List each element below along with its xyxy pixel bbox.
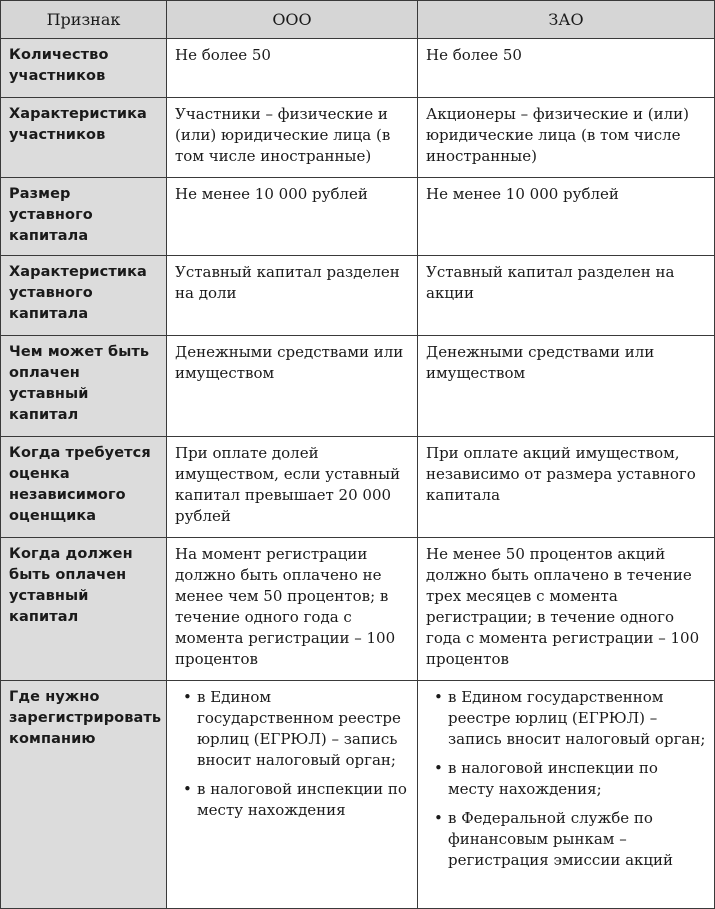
bullet-icon: • (183, 780, 192, 798)
header-zao: ЗАО (418, 1, 715, 39)
header-ooo: ООО (167, 1, 418, 39)
header-feature: Признак (1, 1, 167, 39)
ooo-cell (167, 681, 418, 909)
table-row (1, 256, 715, 336)
table-row (1, 681, 715, 909)
ooo-cell: Денежными средствами или имуществом (167, 336, 418, 437)
list-item: • в Федеральной службе по финансовым рынкам – регистрация эмиссии акций (434, 809, 674, 869)
zao-cell: Уставный капитал разделен на акции (418, 256, 715, 336)
table-row (1, 98, 715, 178)
table-row (1, 538, 715, 681)
feature-cell: Количество участников (1, 39, 167, 98)
feature-cell: Где нужно зарегистрировать компанию (1, 681, 167, 909)
feature-cell: Когда требуется оценка независимого оценщика (1, 437, 167, 538)
list-item: • в налоговой инспекции по месту нахождения (183, 780, 407, 819)
zao-cell: Акционеры – физические и (или) юридические лица (в том числе иностранные) (418, 98, 715, 178)
feature-cell: Размер уставного капитала (1, 178, 167, 256)
feature-cell: Характеристика уставного капитала (1, 256, 167, 336)
bullet-icon: • (434, 688, 443, 706)
list-item: • в Едином государственном реестре юрлиц (ЕГРЮЛ) – запись вносит налоговый орган; (434, 688, 706, 748)
zao-cell: Не более 50 (418, 39, 715, 98)
ooo-cell: Участники – физические и (или) юридические лица (в том числе иностранные) (167, 98, 418, 178)
zao-cell: Не менее 50 процентов акций должно быть оплачено в течение трех месяцев с момента регистрации; в течение одного года с момента регистрации – 100 процентов (418, 538, 715, 681)
feature-cell: Когда должен быть оплачен уставный капитал (1, 538, 167, 681)
ooo-cell: Не более 50 (167, 39, 418, 98)
ooo-cell: Не менее 10 000 рублей (167, 178, 418, 256)
table-row (1, 178, 715, 256)
zao-cell: Денежными средствами или имуществом (418, 336, 715, 437)
list-item: • в налоговой инспекции по месту нахождения; (434, 759, 658, 798)
table-row (1, 39, 715, 98)
feature-cell: Чем может быть оплачен уставный капитал (1, 336, 167, 437)
ooo-cell: На момент регистрации должно быть оплачено не менее чем 50 процентов; в течение одного года с момента регистрации – 100 процентов (167, 538, 418, 681)
bullet-icon: • (183, 688, 192, 706)
zao-cell: При оплате акций имуществом, независимо от размера уставного капитала (418, 437, 715, 538)
zao-cell: Не менее 10 000 рублей (418, 178, 715, 256)
bullet-icon: • (434, 809, 443, 827)
table-row (1, 437, 715, 538)
table-header-row (1, 1, 715, 39)
zao-cell (418, 681, 715, 909)
bullet-icon: • (434, 759, 443, 777)
ooo-cell: При оплате долей имуществом, если уставный капитал превышает 20 000 рублей (167, 437, 418, 538)
ooo-registration-list (175, 687, 410, 821)
feature-cell: Характеристика участников (1, 98, 167, 178)
zao-registration-list (426, 687, 707, 871)
table-row (1, 336, 715, 437)
list-item: • в Едином государственном реестре юрлиц (ЕГРЮЛ) – запись вносит налоговый орган; (183, 688, 401, 769)
ooo-cell: Уставный капитал разделен на доли (167, 256, 418, 336)
